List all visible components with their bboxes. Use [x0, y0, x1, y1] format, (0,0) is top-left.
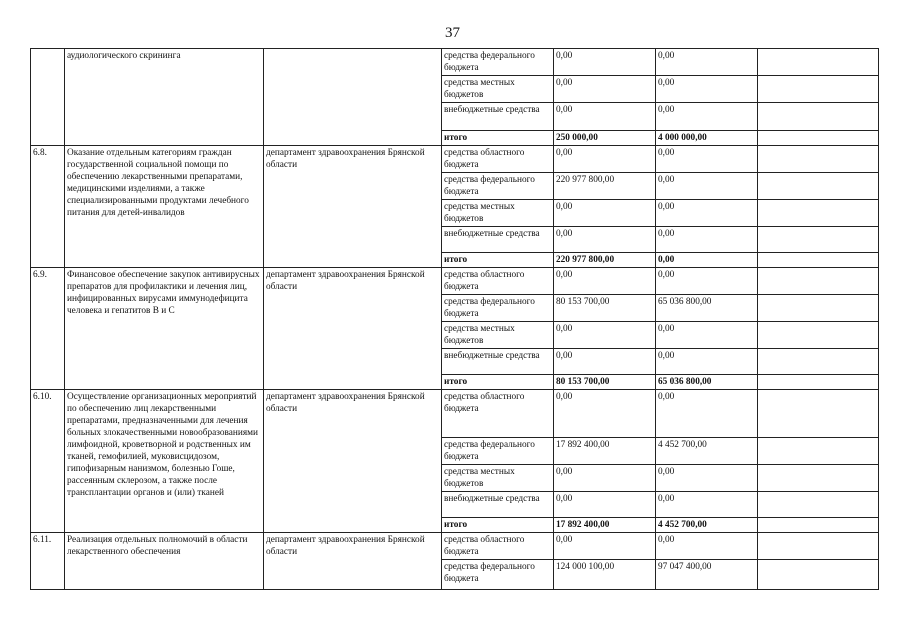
empty-cell [758, 438, 879, 465]
amount-cell-1: 0,00 [554, 227, 656, 253]
table-row [31, 146, 879, 173]
funding-source-cell: внебюджетные средства [442, 227, 554, 253]
amount-cell-2: 65 036 800,00 [656, 295, 758, 322]
funding-source-cell: средства местных бюджетов [442, 322, 554, 349]
row-number-cell [31, 49, 65, 146]
amount-cell-2: 0,00 [656, 492, 758, 518]
amount-cell-1: 0,00 [554, 492, 656, 518]
executor-cell: департамент здравоохранения Брянской области [264, 533, 442, 590]
funding-source-cell: средства федерального бюджета [442, 49, 554, 76]
funding-source-cell: средства местных бюджетов [442, 76, 554, 103]
empty-cell [758, 253, 879, 268]
funding-source-cell: средства областного бюджета [442, 268, 554, 295]
amount-cell-2: 0,00 [656, 200, 758, 227]
empty-cell [758, 375, 879, 390]
funding-source-cell: средства областного бюджета [442, 533, 554, 560]
amount-cell-1: 0,00 [554, 76, 656, 103]
funding-source-cell: итого [442, 131, 554, 146]
amount-cell-2: 4 452 700,00 [656, 438, 758, 465]
empty-cell [758, 268, 879, 295]
amount-cell-2: 0,00 [656, 103, 758, 131]
empty-cell [758, 492, 879, 518]
funding-source-cell: средства областного бюджета [442, 146, 554, 173]
measure-name-cell: Осуществление организационных мероприятий по обеспечению лиц лекарственными препаратами, предназначенными для лечения больных злокачественными новообразованиями лимфоидной, кроветворной и родственных им тканей, гемофилией, муковисцидозом, гипофизарным нанизмом, болезнью Гоше, рассеянным склерозом, а также после трансплантации органов и (или) тканей [65, 390, 264, 533]
empty-cell [758, 146, 879, 173]
amount-cell-2: 97 047 400,00 [656, 560, 758, 590]
amount-cell-2: 0,00 [656, 268, 758, 295]
funding-source-cell: итого [442, 253, 554, 268]
amount-cell-1: 0,00 [554, 103, 656, 131]
row-number-cell: 6.9. [31, 268, 65, 390]
row-number-cell: 6.8. [31, 146, 65, 268]
empty-cell [758, 227, 879, 253]
amount-cell-1: 17 892 400,00 [554, 438, 656, 465]
funding-source-cell: средства федерального бюджета [442, 438, 554, 465]
measure-name-cell: аудиологического скрининга [65, 49, 264, 146]
funding-source-cell: итого [442, 375, 554, 390]
empty-cell [758, 103, 879, 131]
funding-source-cell: средства федерального бюджета [442, 295, 554, 322]
amount-cell-2: 0,00 [656, 465, 758, 492]
empty-cell [758, 173, 879, 200]
row-number-cell: 6.10. [31, 390, 65, 533]
amount-cell-2: 0,00 [656, 253, 758, 268]
empty-cell [758, 200, 879, 227]
amount-cell-1: 0,00 [554, 268, 656, 295]
funding-source-cell: средства областного бюджета [442, 390, 554, 438]
page-number: 37 [445, 25, 460, 41]
empty-cell [758, 349, 879, 375]
amount-cell-1: 0,00 [554, 146, 656, 173]
executor-cell: департамент здравоохранения Брянской области [264, 268, 442, 390]
executor-cell [264, 49, 442, 146]
amount-cell-1: 124 000 100,00 [554, 560, 656, 590]
amount-cell-1: 220 977 800,00 [554, 253, 656, 268]
amount-cell-2: 4 000 000,00 [656, 131, 758, 146]
funding-source-cell: средства федерального бюджета [442, 173, 554, 200]
empty-cell [758, 533, 879, 560]
amount-cell-1: 17 892 400,00 [554, 518, 656, 533]
empty-cell [758, 131, 879, 146]
amount-cell-2: 0,00 [656, 173, 758, 200]
amount-cell-1: 220 977 800,00 [554, 173, 656, 200]
amount-cell-2: 4 452 700,00 [656, 518, 758, 533]
funding-source-cell: средства местных бюджетов [442, 465, 554, 492]
funding-source-cell: средства местных бюджетов [442, 200, 554, 227]
amount-cell-2: 0,00 [656, 146, 758, 173]
amount-cell-1: 0,00 [554, 533, 656, 560]
empty-cell [758, 76, 879, 103]
funding-source-cell: итого [442, 518, 554, 533]
funding-source-cell: средства федерального бюджета [442, 560, 554, 590]
amount-cell-1: 250 000,00 [554, 131, 656, 146]
table-row [31, 390, 879, 438]
amount-cell-2: 65 036 800,00 [656, 375, 758, 390]
amount-cell-1: 80 153 700,00 [554, 375, 656, 390]
amount-cell-2: 0,00 [656, 76, 758, 103]
amount-cell-1: 0,00 [554, 322, 656, 349]
funding-source-cell: внебюджетные средства [442, 103, 554, 131]
empty-cell [758, 49, 879, 76]
row-number-cell: 6.11. [31, 533, 65, 590]
amount-cell-2: 0,00 [656, 227, 758, 253]
measure-name-cell: Реализация отдельных полномочий в области лекарственного обеспечения [65, 533, 264, 590]
amount-cell-1: 0,00 [554, 49, 656, 76]
table-row [31, 268, 879, 295]
empty-cell [758, 322, 879, 349]
amount-cell-2: 0,00 [656, 390, 758, 438]
measure-name-cell: Финансовое обеспечение закупок антивирусных препаратов для профилактики и лечения лиц, инфицированных вирусами иммунодефицита человека и гепатитов В и С [65, 268, 264, 390]
amount-cell-1: 80 153 700,00 [554, 295, 656, 322]
table-row [31, 533, 879, 560]
executor-cell: департамент здравоохранения Брянской области [264, 390, 442, 533]
amount-cell-1: 0,00 [554, 390, 656, 438]
executor-cell: департамент здравоохранения Брянской области [264, 146, 442, 268]
amount-cell-2: 0,00 [656, 533, 758, 560]
amount-cell-1: 0,00 [554, 200, 656, 227]
amount-cell-1: 0,00 [554, 465, 656, 492]
amount-cell-2: 0,00 [656, 49, 758, 76]
table-row [31, 49, 879, 76]
funding-source-cell: внебюджетные средства [442, 492, 554, 518]
empty-cell [758, 465, 879, 492]
amount-cell-1: 0,00 [554, 349, 656, 375]
measure-name-cell: Оказание отдельным категориям граждан государственной социальной помощи по обеспечению лекарственными препаратами, медицинскими изделиями, а также специализированными продуктами лечебного питания для детей-инвалидов [65, 146, 264, 268]
empty-cell [758, 560, 879, 590]
amount-cell-2: 0,00 [656, 349, 758, 375]
funding-source-cell: внебюджетные средства [442, 349, 554, 375]
empty-cell [758, 518, 879, 533]
empty-cell [758, 295, 879, 322]
empty-cell [758, 390, 879, 438]
amount-cell-2: 0,00 [656, 322, 758, 349]
program-funding-table [30, 48, 879, 590]
